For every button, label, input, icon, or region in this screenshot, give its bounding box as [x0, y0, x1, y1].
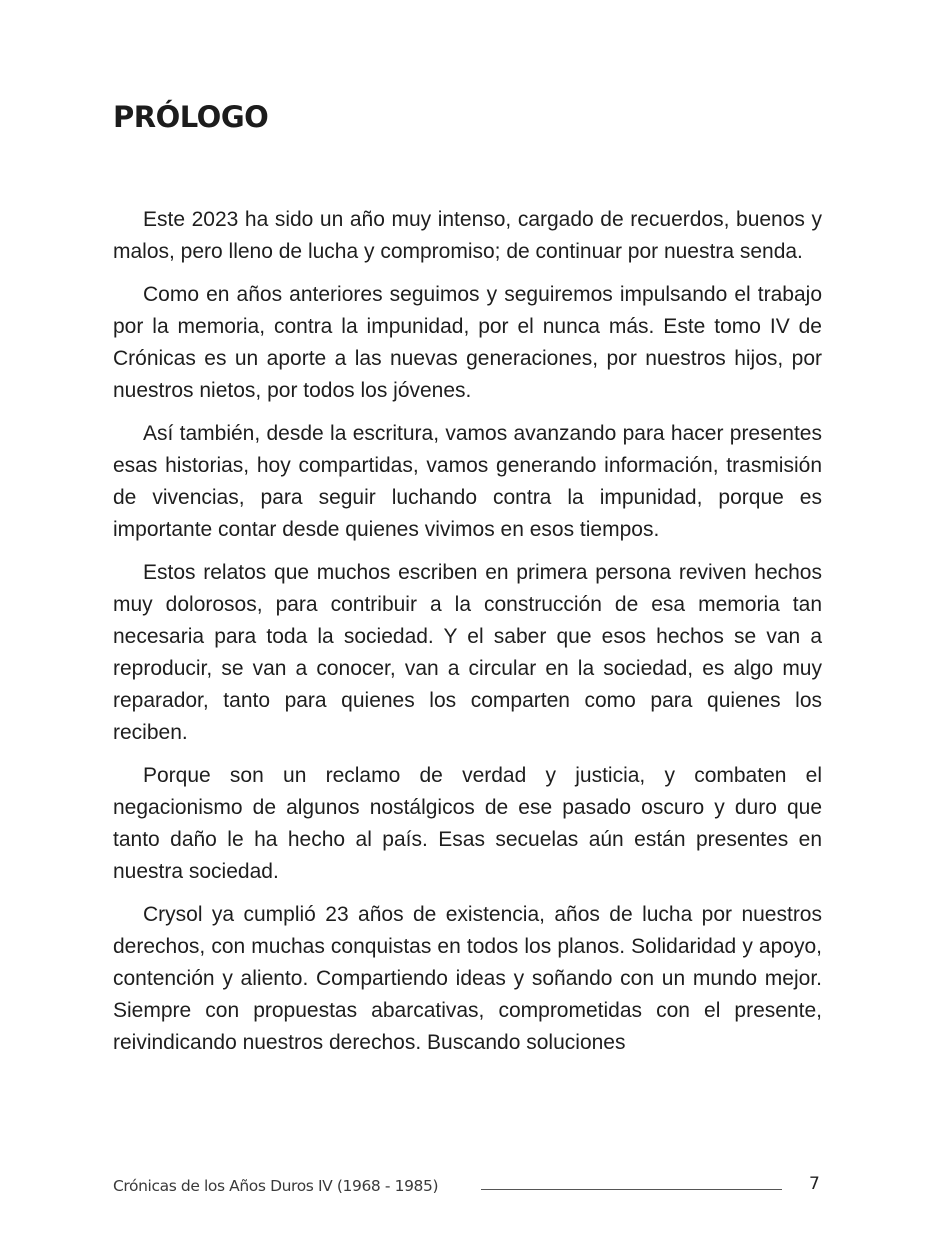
running-footer-title: Crónicas de los Años Duros IV (1968 - 1985) — [113, 1177, 439, 1195]
footer-divider — [481, 1189, 782, 1190]
paragraph: Crysol ya cumplió 23 años de existencia, años de lucha por nuestros derechos, con muchas conquistas en todos los planos. Solidaridad y apoyo, contención y aliento. Compartiendo ideas y soñando con un mundo mejor. Siempre con propuestas abarcativas, comprometidas con el presente, reivindicando nuestros derechos. Buscando soluciones — [113, 903, 822, 1054]
paragraph: Así también, desde la escritura, vamos avanzando para hacer presentes esas historias, hoy compartidas, vamos generando información, trasmisión de vivencias, para seguir luchando contra la impunidad, porque es importante contar desde quienes vivimos en esos tiempos. — [113, 422, 822, 541]
prologue-body — [113, 204, 822, 1070]
chapter-heading: PRÓLOGO — [113, 100, 269, 134]
page-number: 7 — [809, 1174, 820, 1194]
paragraph: Este 2023 ha sido un año muy intenso, cargado de recuerdos, buenos y malos, pero lleno de lucha y compromiso; de continuar por nuestra senda. — [113, 208, 822, 263]
paragraph: Porque son un reclamo de verdad y justicia, y combaten el negacionismo de algunos nostálgicos de ese pasado oscuro y duro que tanto daño le ha hecho al país. Esas secuelas aún están presentes en nuestra sociedad. — [113, 764, 822, 883]
paragraph: Estos relatos que muchos escriben en primera persona reviven hechos muy dolorosos, para contribuir a la construcción de esa memoria tan necesaria para toda la sociedad. Y el saber que esos hechos se van a reproducir, se van a conocer, van a circular en la sociedad, es algo muy reparador, tanto para quienes los comparten como para quienes los reciben. — [113, 561, 822, 744]
paragraph: Como en años anteriores seguimos y seguiremos impulsando el trabajo por la memoria, contra la impunidad, por el nunca más. Este tomo IV de Crónicas es un aporte a las nuevas generaciones, por nuestros hijos, por nuestros nietos, por todos los jóvenes. — [113, 283, 822, 402]
